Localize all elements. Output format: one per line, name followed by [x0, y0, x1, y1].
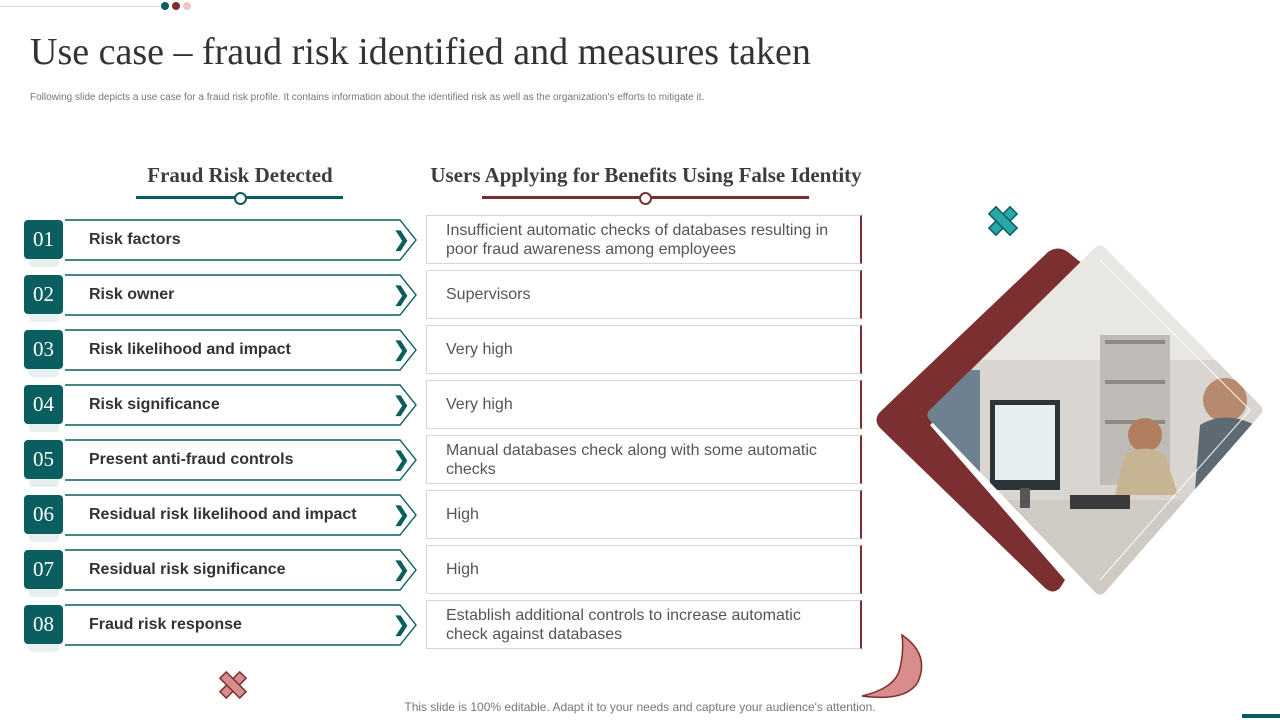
footer-note: This slide is 100% editable. Adapt it to your needs and capture your audience's attention. — [404, 700, 876, 714]
risk-value-text: Insufficient automatic checks of databases resulting in poor fraud awareness among employees — [446, 221, 829, 258]
table-row — [0, 384, 880, 435]
table-row — [0, 439, 880, 490]
table-row — [0, 604, 880, 655]
row-number-badge: 06 — [24, 495, 63, 534]
risk-attribute-label: Risk likelihood and impact — [89, 341, 291, 358]
number-badge-shadow — [29, 534, 59, 542]
chevron-right-icon: ❯ — [393, 394, 410, 416]
page-subtitle: Following slide depicts a use case for a fraud risk profile. It contains information about the identified risk as well as the organization's efforts to mitigate it. — [30, 92, 705, 103]
risk-value-text: Manual databases check along with some automatic checks — [446, 441, 817, 478]
risk-value-box — [426, 545, 862, 594]
decor-dot — [161, 2, 169, 10]
risk-value-text: Very high — [446, 396, 513, 413]
right-heading-marker — [639, 192, 652, 205]
chevron-right-icon: ❯ — [393, 449, 410, 471]
number-badge-shadow — [29, 369, 59, 377]
number-badge-shadow — [29, 259, 59, 267]
top-decor-line — [0, 6, 160, 7]
number-badge-shadow — [29, 589, 59, 597]
chevron-right-icon: ❯ — [393, 504, 410, 526]
chevron-right-icon: ❯ — [393, 229, 410, 251]
table-row — [0, 219, 880, 270]
risk-attribute-label: Fraud risk response — [89, 616, 242, 633]
risk-value-box — [426, 600, 862, 649]
top-decor-dots — [161, 2, 191, 10]
fraud-risk-heading: Fraud Risk Detected — [147, 163, 333, 187]
number-badge-shadow — [29, 314, 59, 322]
row-number-badge: 01 — [24, 220, 63, 259]
chevron-right-icon: ❯ — [393, 284, 410, 306]
risk-attribute-label: Risk owner — [89, 286, 175, 303]
risk-attribute-label: Residual risk likelihood and impact — [89, 506, 357, 523]
risk-value-box — [426, 380, 862, 429]
risk-value-box — [426, 435, 862, 484]
decor-dot — [172, 2, 180, 10]
number-badge-shadow — [29, 424, 59, 432]
left-heading-marker — [234, 192, 247, 205]
crescent-icon — [852, 632, 928, 702]
table-row — [0, 274, 880, 325]
cross-icon — [985, 203, 1021, 239]
risk-value-text: Establish additional controls to increase automatic check against databases — [446, 606, 801, 643]
row-number-badge: 04 — [24, 385, 63, 424]
risk-value-box — [426, 215, 862, 264]
chevron-right-icon: ❯ — [393, 559, 410, 581]
risk-value-text: Very high — [446, 341, 513, 358]
row-number-badge: 03 — [24, 330, 63, 369]
risk-attribute-label: Residual risk significance — [89, 561, 286, 578]
row-number-badge: 02 — [24, 275, 63, 314]
risk-value-box — [426, 270, 862, 319]
table-row — [0, 494, 880, 545]
risk-attribute-label: Risk factors — [89, 231, 181, 248]
office-photo-illustration — [860, 230, 1280, 610]
risk-value-text: High — [446, 506, 479, 523]
risk-value-box — [426, 490, 862, 539]
table-row — [0, 329, 880, 380]
corner-accent-bar — [1242, 714, 1280, 718]
table-row — [0, 549, 880, 600]
row-number-badge: 08 — [24, 605, 63, 644]
chevron-right-icon: ❯ — [393, 339, 410, 361]
risk-value-text: High — [446, 561, 479, 578]
risk-attribute-label: Present anti-fraud controls — [89, 451, 294, 468]
chevron-right-icon: ❯ — [393, 614, 410, 636]
number-badge-shadow — [29, 644, 59, 652]
use-case-heading: Users Applying for Benefits Using False Identity — [430, 163, 862, 187]
row-number-badge: 07 — [24, 550, 63, 589]
cross-icon — [216, 668, 250, 702]
office-photo-card — [860, 230, 1280, 610]
risk-attribute-label: Risk significance — [89, 396, 220, 413]
decor-dot — [183, 2, 191, 10]
row-number-badge: 05 — [24, 440, 63, 479]
page-title: Use case – fraud risk identified and measures taken — [30, 31, 811, 73]
number-badge-shadow — [29, 479, 59, 487]
risk-value-text: Supervisors — [446, 286, 531, 303]
risk-value-box — [426, 325, 862, 374]
